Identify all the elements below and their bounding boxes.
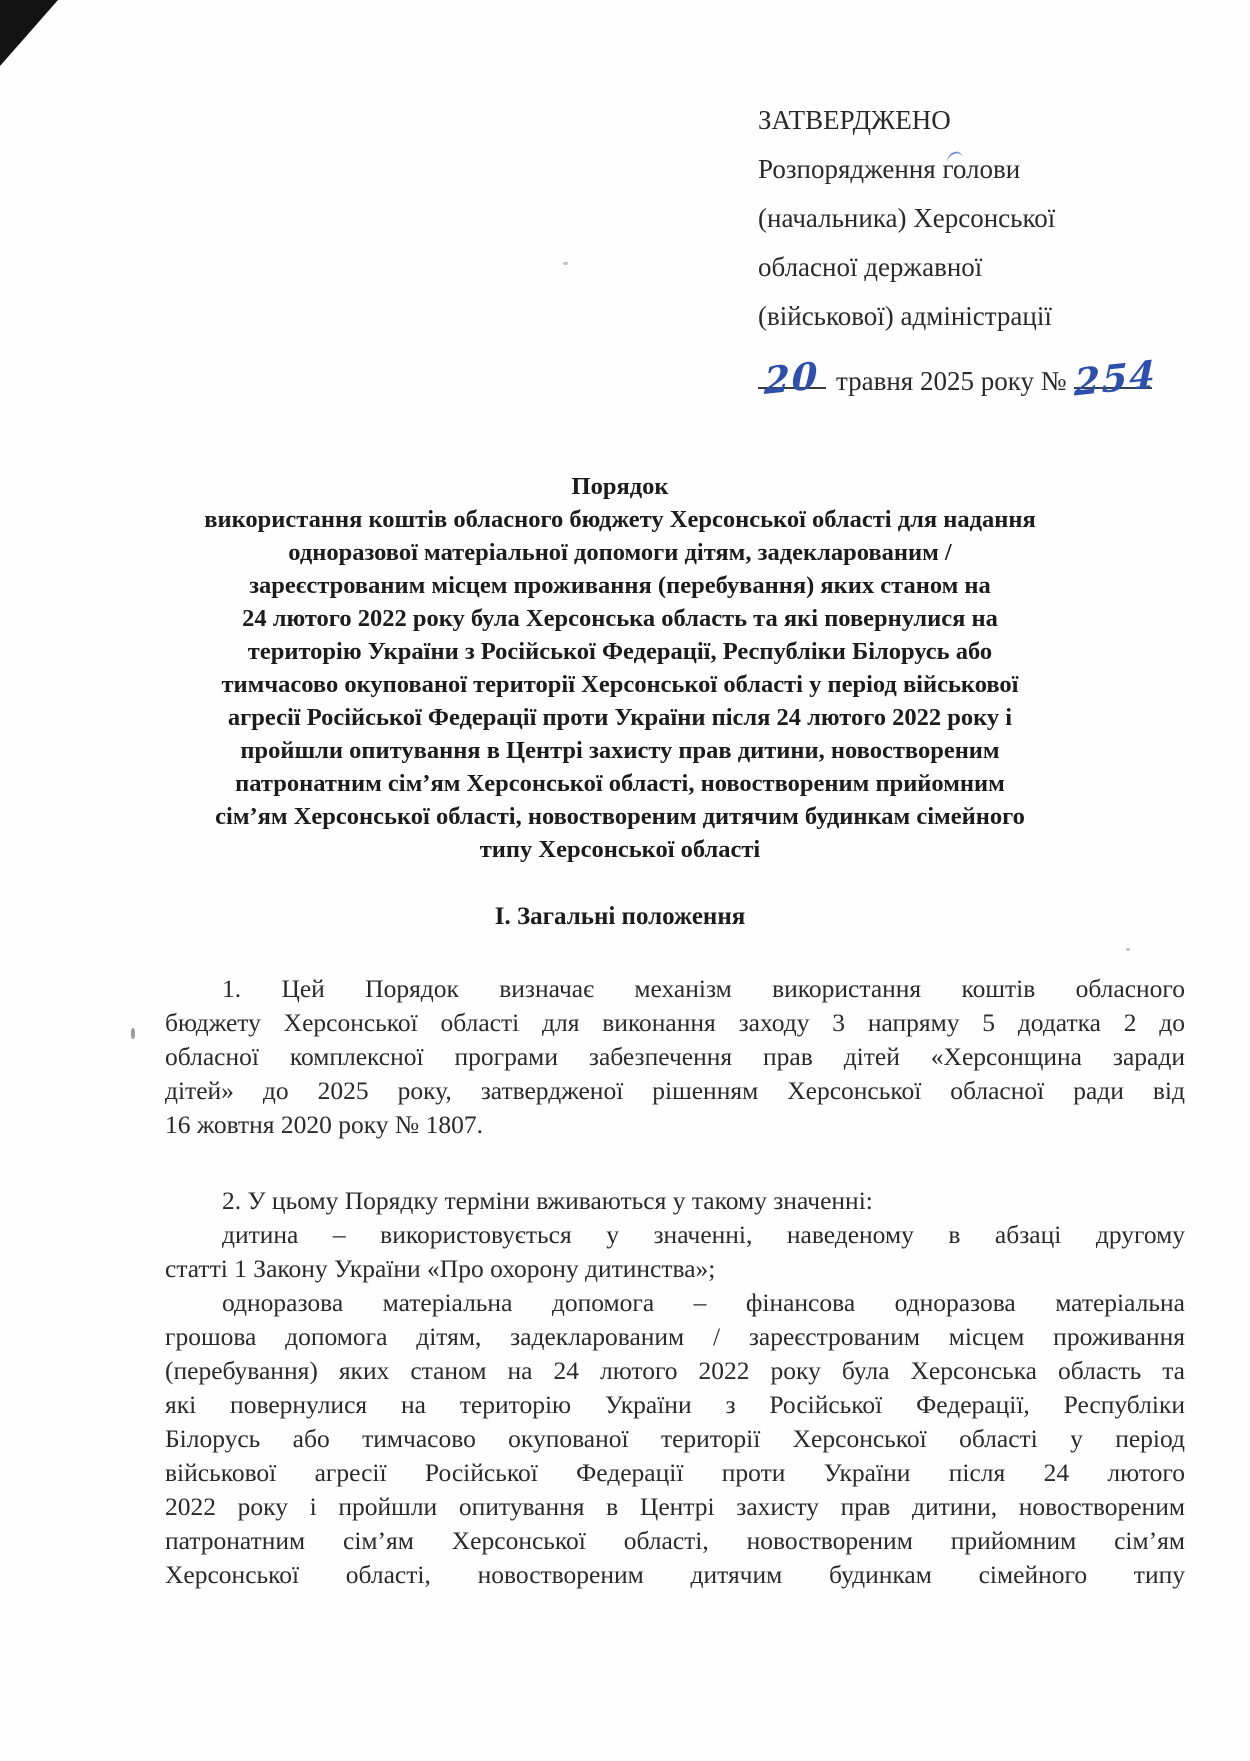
approval-block <box>758 96 1218 406</box>
text-line: патронатним сім’ям Херсонської області, новоствореним прийомним <box>235 770 1005 797</box>
text-line: 1. Цей Порядок визначає механізм використання коштів обласного <box>222 974 1185 1003</box>
text-line: територію України з Російської Федерації, Республіки Білорусь або <box>247 638 993 665</box>
text-line: (начальника) Херсонської <box>758 203 1056 233</box>
scan-speck <box>131 1028 135 1039</box>
text-line: 2022 року і пройшли опитування в Центрі захисту прав дитини, новоствореним <box>165 1492 1185 1521</box>
date-printed-text: травня 2025 року № <box>836 366 1067 396</box>
text-line: 16 жовтня 2020 року № 1807. <box>165 1110 484 1139</box>
approval-lines <box>758 96 1218 341</box>
text-line: агресії Російської Федерації проти України після 24 лютого 2022 року і <box>227 704 1013 731</box>
text-line: патронатним сім’ям Херсонської області, новоствореним прийомним сім’ям <box>165 1526 1185 1555</box>
paragraph-1 <box>165 972 1185 1142</box>
scan-speck <box>1126 948 1130 951</box>
text-line: (військової) адміністрації <box>758 301 1052 331</box>
text-line: Білорусь або тимчасово окупованої території Херсонської області у період <box>165 1424 1185 1453</box>
handwritten-number: 254 <box>1074 351 1158 405</box>
paragraph-2-term-child <box>165 1218 1185 1286</box>
approval-date-line <box>758 351 1218 406</box>
section-heading: І. Загальні положення <box>494 903 746 930</box>
text-line: зареєстрованим місцем проживання (перебування) яких станом на <box>249 572 991 599</box>
text-line: обласної комплексної програми забезпечення прав дітей «Херсонщина заради <box>165 1042 1185 1071</box>
text-line: використання коштів обласного бюджету Херсонської області для надання <box>204 506 1036 533</box>
text-line: пройшли опитування в Центрі захисту прав дитини, новоствореним <box>240 737 1000 764</box>
text-line: типу Херсонської області <box>479 836 761 863</box>
date-day-blank <box>758 352 826 404</box>
date-number-blank <box>1074 351 1158 405</box>
paragraph-2-intro <box>165 1184 1185 1218</box>
scan-speck <box>563 262 568 265</box>
text-line: ЗАТВЕРДЖЕНО <box>758 105 951 135</box>
handwritten-day: 20 <box>764 352 820 404</box>
document-title <box>150 470 1090 866</box>
text-line: 2. У цьому Порядку терміни вживаються у такому значенні: <box>222 1186 873 1215</box>
text-line: сім’ям Херсонської області, новоствореним дитячим будинкам сімейного <box>215 803 1025 830</box>
text-line: статті 1 Закону України «Про охорону дитинства»; <box>165 1254 716 1283</box>
text-line: одноразової матеріальної допомоги дітям, задекларованим / <box>288 539 952 566</box>
text-line: одноразова матеріальна допомога – фінансова одноразова матеріальна <box>222 1288 1185 1317</box>
text-line: бюджету Херсонської області для виконання заходу 3 напряму 5 додатка 2 до <box>165 1008 1185 1037</box>
text-line: які повернулися на територію України з Російської Федерації, Республіки <box>165 1390 1185 1419</box>
text-line: 24 лютого 2022 року була Херсонська область та які повернулися на <box>242 605 998 632</box>
text-line: (перебування) яких станом на 24 лютого 2022 року була Херсонська область та <box>165 1356 1185 1385</box>
text-line: грошова допомога дітям, задекларованим / зареєстрованим місцем проживання <box>165 1322 1185 1351</box>
text-line: Розпорядження голови <box>758 154 1021 184</box>
text-line: Херсонської області, новоствореним дитячим будинкам сімейного типу <box>165 1560 1185 1589</box>
text-line: Порядок <box>571 473 669 500</box>
scan-corner-artifact <box>0 0 58 66</box>
paragraph-2-term-aid <box>165 1286 1185 1592</box>
text-line: обласної державної <box>758 252 983 282</box>
text-line: тимчасово окупованої території Херсонської області у період військової <box>221 671 1019 698</box>
text-line: військової агресії Російської Федерації проти України після 24 лютого <box>165 1458 1185 1487</box>
text-line: дитина – використовується у значенні, наведеному в абзаці другому <box>222 1220 1185 1249</box>
text-line: дітей» до 2025 року, затвердженої рішенням Херсонської обласної ради від <box>165 1076 1185 1105</box>
